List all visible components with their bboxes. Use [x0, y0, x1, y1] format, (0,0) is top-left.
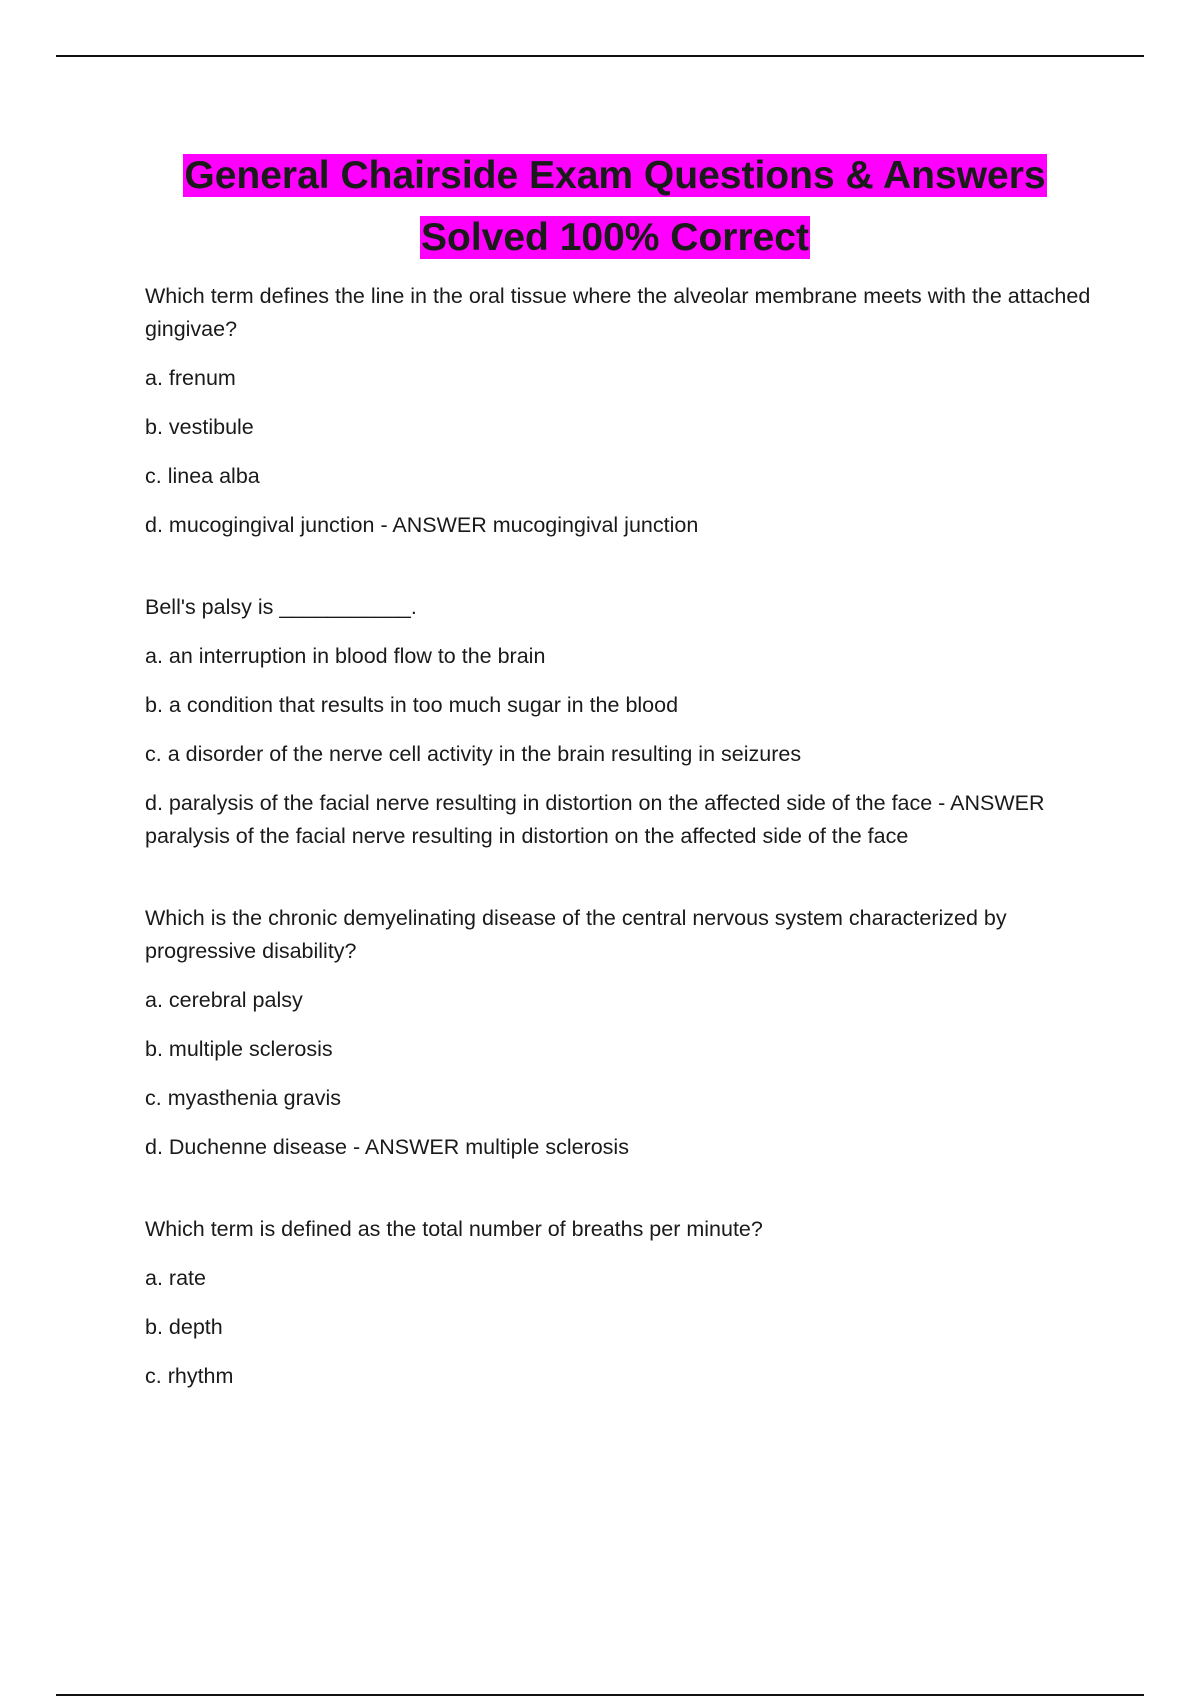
answer-option: d. Duchenne disease - ANSWER multiple sclerosis: [145, 1135, 629, 1159]
answer-option: a. cerebral palsy: [145, 988, 303, 1012]
question-block: [145, 1213, 1095, 1393]
question-list: [145, 280, 1095, 1442]
footer-rule: [56, 1694, 1144, 1696]
question-text: Which term defines the line in the oral tissue where the alveolar membrane meets with the attached gingivae?: [145, 284, 1091, 341]
question-block: [145, 591, 1095, 853]
question-block: [145, 902, 1095, 1164]
question-text: Which is the chronic demyelinating disease of the central nervous system characterized by progressive disability?: [145, 906, 1007, 963]
answer-option: a. an interruption in blood flow to the brain: [145, 644, 546, 668]
answer-option: c. rhythm: [145, 1364, 234, 1388]
answer-option: d. paralysis of the facial nerve resulting in distortion on the affected side of the face - ANSWER paralysis of the facial nerve resulting in distortion on the affected side of the face: [145, 791, 1045, 848]
answer-option: b. depth: [145, 1315, 223, 1339]
answer-option: b. vestibule: [145, 415, 254, 439]
title-line-2: Solved 100% Correct: [420, 216, 809, 259]
answer-option: c. linea alba: [145, 464, 260, 488]
answer-option: c. myasthenia gravis: [145, 1086, 341, 1110]
answer-option: c. a disorder of the nerve cell activity in the brain resulting in seizures: [145, 742, 802, 766]
question-text: Which term is defined as the total number of breaths per minute?: [145, 1217, 763, 1241]
answer-option: b. multiple sclerosis: [145, 1037, 333, 1061]
question-block: [145, 280, 1095, 542]
answer-option: b. a condition that results in too much sugar in the blood: [145, 693, 679, 717]
answer-option: a. frenum: [145, 366, 236, 390]
question-text: Bell's palsy is ___________.: [145, 595, 417, 619]
document-title: [60, 145, 1170, 269]
answer-option: a. rate: [145, 1266, 206, 1290]
answer-option: d. mucogingival junction - ANSWER mucogingival junction: [145, 513, 699, 537]
header-rule: [56, 55, 1144, 57]
title-line-1: General Chairside Exam Questions & Answers: [184, 154, 1046, 197]
